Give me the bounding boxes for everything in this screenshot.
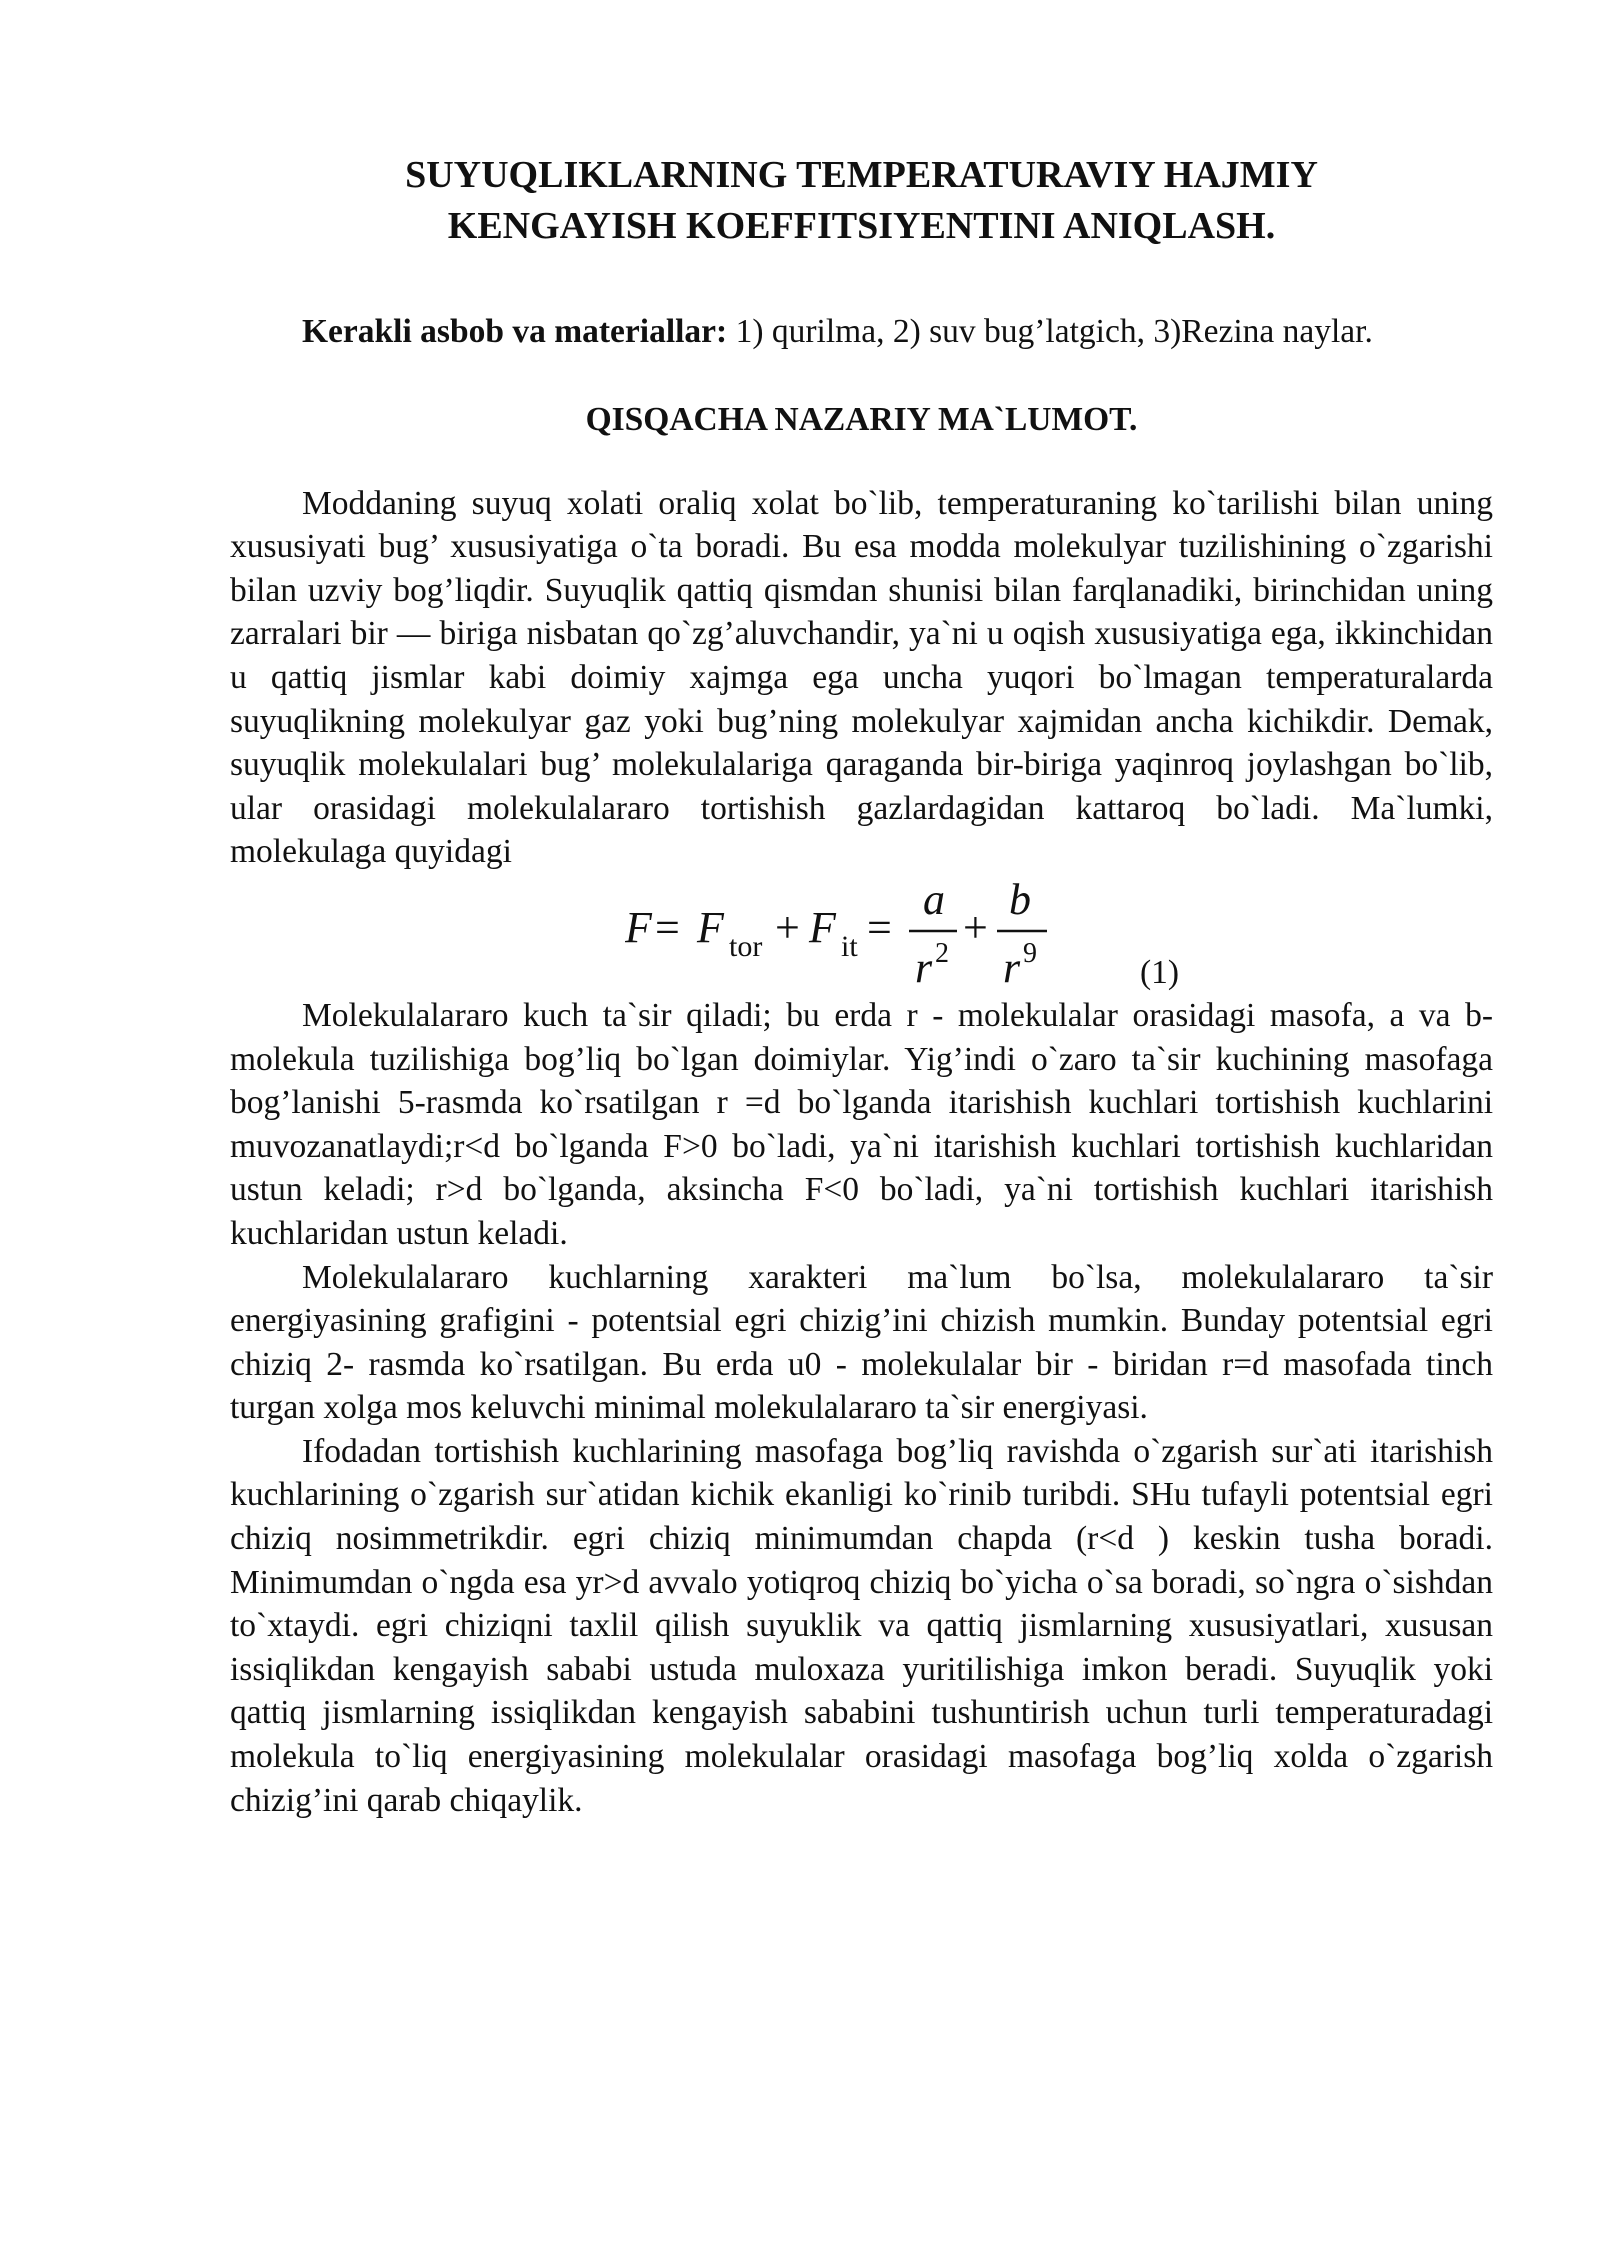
document-title — [230, 150, 1493, 252]
formula-equation — [625, 874, 1065, 992]
formula-eq-1: = — [655, 902, 680, 952]
formula-F-tor: F — [697, 902, 724, 952]
paragraph-3: Molekulalararo kuchlarning xarakteri ma`lum bo`lsa, molekulalararo ta`sir energiyasining grafigini - potentsial egri chizig’ini chizish mumkin. Bunday potentsial egri chiziq 2- rasmda ko`rsatilgan. Bu erda u0 - molekulalar bir - biridan r=d masofada tinch turgan xolga mos keluvchi minimal molekulalararo ta`sir energiyasi. — [230, 1258, 1493, 1427]
title-line-2: KENGAYISH KOEFFITSIYENTINI ANIQLASH. — [447, 205, 1276, 247]
formula-plus-2: + — [963, 902, 988, 952]
formula-exp-2: 2 — [935, 937, 949, 969]
paragraph-1: Moddaning suyuq xolati oraliq xolat bo`lib, temperaturaning ko`tarilishi bilan uning xususiyati bug’ xususiyatiga o`ta boradi. Bu esa modda molekulyar tuzilishining o`zgarishi bilan uzviy bog’liqdir. Suyuqlik qattiq qismdan shunisi bilan farqlanadiki, birinchidan uning zarralari bir — biriga nisbatan qo`zg’aluvchandir, ya`ni u oqish xususiyatiga ega, ikkinchidan u qattiq jismlar kabi doimiy xajmga ega uncha yuqori bo`lmagan temperaturalarda suyuqlikning molekulyar gaz yoki bug’ning molekulyar xajmidan ancha kichikdir. Demak, suyuqlik molekulalari bug’ molekulalariga qaraganda bir-biriga yaqinroq joylashgan bo`lib, ular orasidagi molekulalararo tortishish gazlardagidan kattaroq bo`ladi. Ma`lumki, molekulaga quyidagi — [230, 484, 1493, 871]
formula-den-r-2: r — [1003, 942, 1021, 992]
formula-F: F — [625, 902, 652, 952]
equation-number: (1) — [1140, 953, 1180, 991]
formula-num-a: a — [923, 874, 945, 924]
formula-sub-it: it — [841, 929, 858, 963]
formula-den-r-1: r — [915, 942, 933, 992]
formula-F-it: F — [809, 902, 836, 952]
formula-block — [230, 874, 1493, 994]
formula-exp-9: 9 — [1023, 937, 1037, 969]
requirements-paragraph — [230, 310, 1493, 354]
paragraph-2: Molekulalararo kuch ta`sir qiladi; bu erda r - molekulalar orasidagi masofa, a va b- molekula tuzilishiga bog’liq bo`lgan doimiylar. Yig’indi o`zaro ta`sir kuchining masofaga bog’lanishi 5-rasmda ko`rsatilgan r =d bo`lganda itarishish kuchlari tortishish kuchlarini muvozanatlaydi;r<d bo`lganda F>0 bo`ladi, ya`ni itarishish kuchlari tortishish kuchlaridan ustun keladi; r>d bo`lganda, aksincha F<0 bo`ladi, ya`ni tortishish kuchlari itarishish kuchlaridan ustun keladi. — [230, 996, 1493, 1252]
formula-plus-1: + — [775, 902, 800, 952]
section-heading: QISQACHA NAZARIY MA`LUMOT. — [585, 400, 1138, 438]
formula-eq-2: = — [867, 902, 892, 952]
paragraph-4: Ifodadan tortishish kuchlarining masofaga bog’liq ravishda o`zgarish sur`ati itarishish kuchlarining o`zgarish sur`atidan kichik ekanligi ko`rinib turibdi. SHu tufayli potentsial egri chiziq nosimmetrikdir. egri chiziq minimumdan chapda (r<d ) keskin tusha boradi. Minimumdan o`ngda esa yr>d avvalo yotiqroq chiziq bo`yicha o`sa boradi, so`ngra o`sishdan to`xtaydi. egri chiziqni taxlil qilish suyuklik va qattiq jismlarning xususiyatlari, xususan issiqlikdan kengayish sababi ustuda muloxaza yuritilishiga imkon beradi. Suyuqlik yoki qattiq jismlarning issiqlikdan kengayish sababini tushuntirish uchun turli temperaturadagi molekula to`liq energiyasining molekulalar orasidagi masofaga bog’liq xolda o`zgarish chizig’ini qarab chiqaylik. — [230, 1432, 1493, 1819]
requirements-text: 1) qurilma, 2) suv bug’latgich, 3)Rezina naylar. — [727, 313, 1373, 350]
formula-sub-tor: tor — [729, 929, 763, 963]
document-page — [230, 150, 1493, 1822]
title-line-1: SUYUQLIKLARNING TEMPERATURAVIY HAJMIY — [405, 154, 1318, 196]
formula-num-b: b — [1009, 874, 1031, 924]
requirements-label: Kerakli asbob va materiallar: — [302, 313, 728, 350]
